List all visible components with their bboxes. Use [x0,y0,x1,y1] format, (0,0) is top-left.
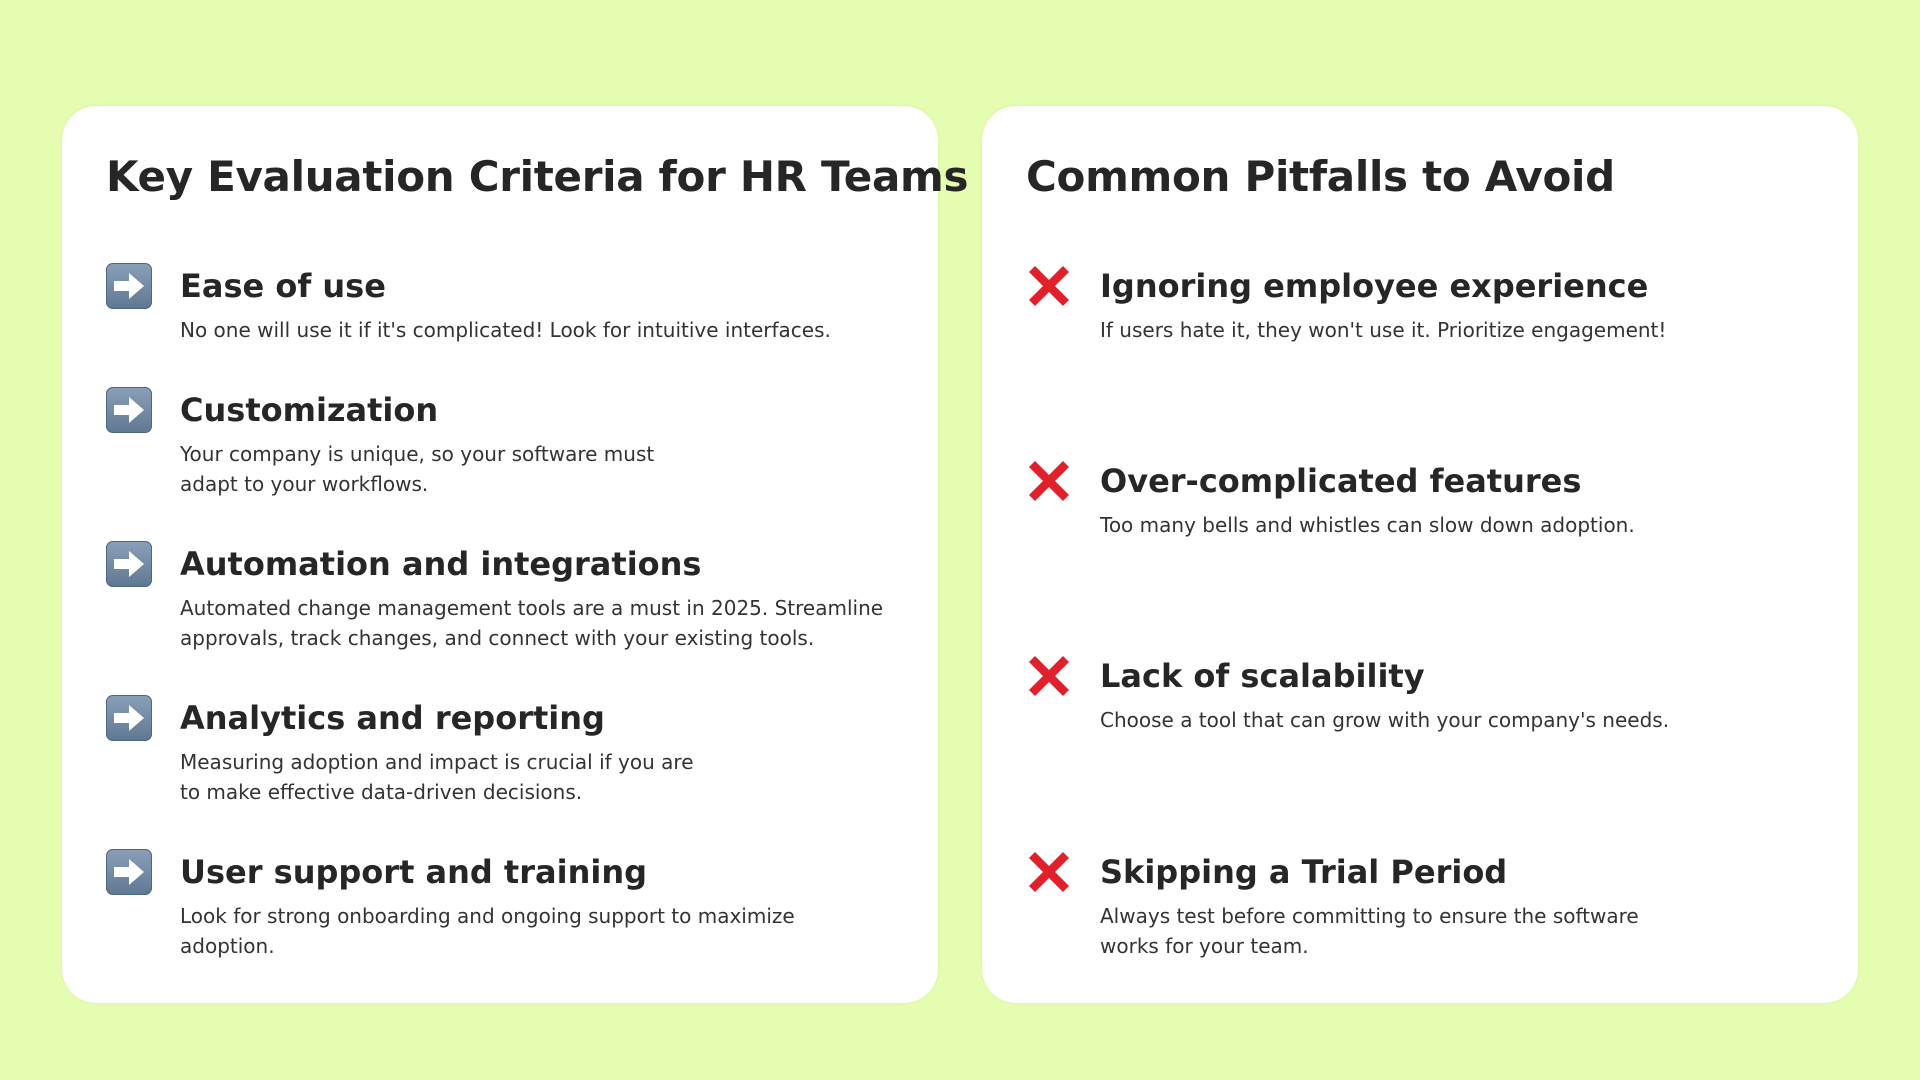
pitfalls-card [982,106,1858,1003]
list-item [106,849,908,958]
cross-mark-icon [1026,849,1072,895]
right-arrow-icon [106,849,152,895]
right-arrow-icon [106,695,152,741]
list-item [106,695,908,804]
item-heading: Over-complicated features [1100,462,1582,500]
item-heading: Ease of use [180,267,386,305]
list-item [106,387,908,496]
cross-mark-icon [1026,263,1072,309]
item-description: Too many bells and whistles can slow down adoption. [1100,513,1635,537]
item-heading: Lack of scalability [1100,657,1425,695]
evaluation-criteria-card [62,106,969,1003]
item-heading: Ignoring employee experience [1100,267,1649,305]
item-heading: Skipping a Trial Period [1100,853,1508,891]
cross-mark-icon [1026,458,1072,504]
right-arrow-icon [106,541,152,587]
item-heading: Customization [180,391,439,429]
item-heading: User support and training [180,853,647,891]
list-item [106,263,908,342]
item-description: Measuring adoption and impact is crucial if you are to make effective data-driven decisions. [180,750,694,804]
item-description: Choose a tool that can grow with your company's needs. [1100,708,1670,732]
right-arrow-icon [106,263,152,309]
card-title: Key Evaluation Criteria for HR Teams [106,152,969,201]
item-description: Look for strong onboarding and ongoing support to maximize adoption. [180,904,795,958]
item-description: Automated change management tools are a must in 2025. Streamline approvals, track changes, and connect with your existing tools. [180,596,884,650]
cross-mark-icon [1026,653,1072,699]
list-item [106,541,908,650]
item-description: Your company is unique, so your software must adapt to your workflows. [180,442,655,496]
item-heading: Automation and integrations [180,545,702,583]
right-arrow-icon [106,387,152,433]
item-description: Always test before committing to ensure the software works for your team. [1100,904,1639,958]
item-description: If users hate it, they won't use it. Prioritize engagement! [1100,318,1667,342]
item-heading: Analytics and reporting [180,699,605,737]
item-description: No one will use it if it's complicated! Look for intuitive interfaces. [180,318,831,342]
card-title: Common Pitfalls to Avoid [1026,152,1615,201]
